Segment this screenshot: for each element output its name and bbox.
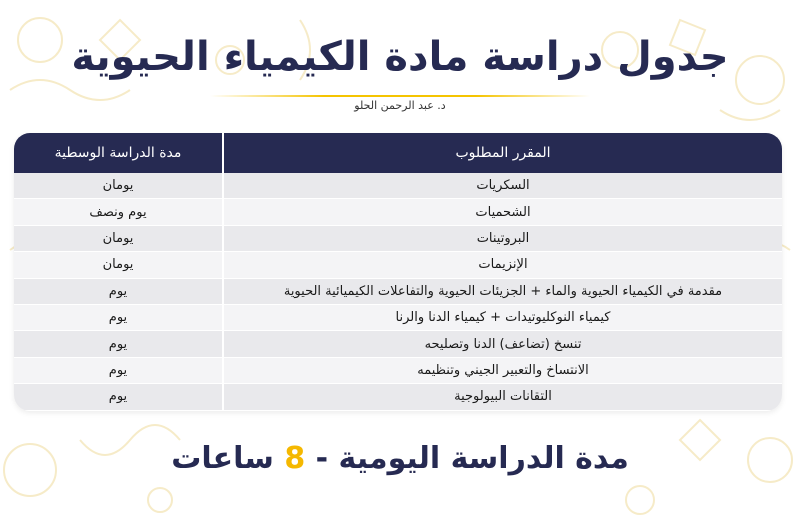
duration-cell: يوم: [14, 384, 223, 410]
course-cell: الشحميات: [223, 199, 782, 225]
table-row: [14, 199, 782, 225]
course-cell: الإنزيمات: [223, 252, 782, 278]
duration-cell: يوم: [14, 278, 223, 304]
duration-cell: يوم: [14, 331, 223, 357]
title-underline: [210, 95, 590, 97]
duration-cell: يومان: [14, 225, 223, 251]
table-row: [14, 304, 782, 330]
table-row: [14, 331, 782, 357]
course-cell: مقدمة في الكيمياء الحيوية والماء + الجزيئات الحيوية والتفاعلات الكيميائية الحيوية: [223, 278, 782, 304]
header-duration: مدة الدراسة الوسطية: [14, 133, 223, 173]
table-row: [14, 278, 782, 304]
footer-suffix: ساعات: [171, 441, 274, 476]
daily-study-duration: [0, 441, 800, 476]
duration-cell: يومان: [14, 252, 223, 278]
duration-cell: يوم: [14, 304, 223, 330]
table-row: [14, 252, 782, 278]
course-cell: كيمياء النوكليوتيدات + كيمياء الدنا والرنا: [223, 304, 782, 330]
header-course: المقرر المطلوب: [223, 133, 782, 173]
course-cell: تنسخ (تضاعف) الدنا وتصليحه: [223, 331, 782, 357]
course-cell: البروتينات: [223, 225, 782, 251]
page-title: جدول دراسة مادة الكيمياء الحيوية: [71, 34, 729, 80]
table-header-row: [14, 133, 782, 173]
schedule-table: [14, 133, 782, 411]
table-row: [14, 173, 782, 199]
footer-prefix: مدة الدراسة اليومية -: [315, 441, 629, 476]
course-cell: الانتساخ والتعبير الجيني وتنظيمه: [223, 357, 782, 383]
duration-cell: يومان: [14, 173, 223, 199]
table-row: [14, 384, 782, 410]
course-cell: التقانات البيولوجية: [223, 384, 782, 410]
duration-cell: يوم ونصف: [14, 199, 223, 225]
course-cell: السكريات: [223, 173, 782, 199]
footer-hours: 8: [284, 441, 306, 476]
table-row: [14, 225, 782, 251]
author-name: د. عبد الرحمن الحلو: [354, 99, 446, 112]
duration-cell: يوم: [14, 357, 223, 383]
table-row: [14, 357, 782, 383]
